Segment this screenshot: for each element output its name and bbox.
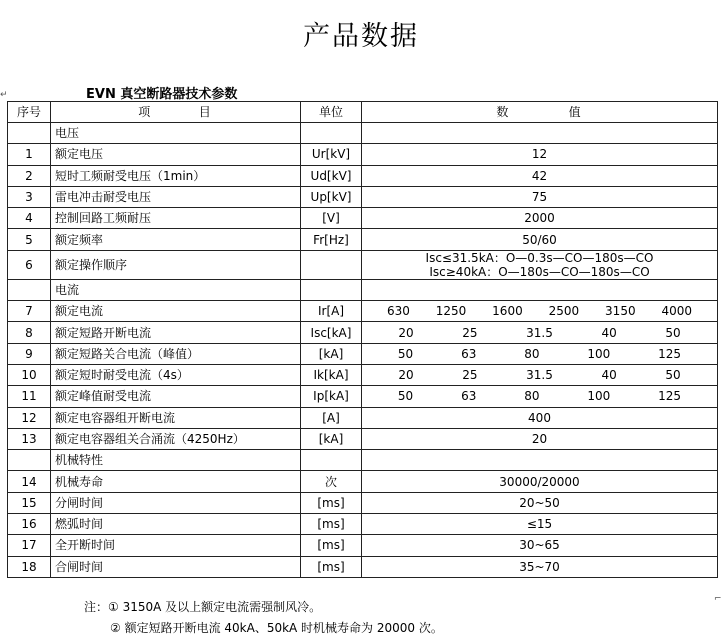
- row-index: 15: [8, 492, 51, 513]
- table-header-row: [8, 102, 718, 123]
- row-index: 3: [8, 186, 51, 207]
- row-index: 11: [8, 386, 51, 407]
- row-value: 20: [362, 428, 718, 449]
- value-item: 50: [397, 346, 414, 361]
- value-item: 63: [461, 389, 477, 404]
- row-value: 30000/20000: [362, 471, 718, 492]
- row-index: 5: [8, 229, 51, 250]
- row-item: 额定电压: [51, 144, 301, 165]
- section-title: 机械特性: [51, 450, 301, 471]
- row-item: 分闸时间: [51, 492, 301, 513]
- value-item: 50: [665, 325, 681, 340]
- row-unit: Ik[kA]: [301, 364, 362, 385]
- paragraph-mark-icon: ↵: [0, 90, 8, 100]
- note-1: 注：① 3150A 及以上额定电流需强制风冷。: [84, 600, 322, 614]
- section-unit-cell: [301, 123, 362, 144]
- value-item: 50: [397, 389, 414, 404]
- row-unit: [ms]: [301, 514, 362, 535]
- row-value: ≤15: [362, 514, 718, 535]
- header-item: 项 目: [51, 102, 301, 123]
- section-row: [8, 450, 718, 471]
- row-item: 额定频率: [51, 229, 301, 250]
- value-item: 4000: [661, 304, 693, 319]
- row-item: 短时工频耐受电压（1min）: [51, 165, 301, 186]
- value-item: 80: [524, 389, 540, 404]
- section-index-cell: [8, 123, 51, 144]
- row-item: 全开断时间: [51, 535, 301, 556]
- row-value: 75: [362, 186, 718, 207]
- row-item: 额定操作顺序: [51, 250, 301, 279]
- row-index: 8: [8, 322, 51, 343]
- table-row: [8, 322, 718, 343]
- value-item: 31.5: [526, 368, 553, 383]
- row-unit: Ud[kV]: [301, 165, 362, 186]
- value-item: 50: [665, 368, 681, 383]
- row-unit: Ip[kA]: [301, 386, 362, 407]
- spec-table: [7, 101, 718, 578]
- row-item: 雷电冲击耐受电压: [51, 186, 301, 207]
- row-item: 控制回路工频耐压: [51, 208, 301, 229]
- section-index-cell: [8, 279, 51, 300]
- value-item: 100: [587, 346, 611, 361]
- section-unit-cell: [301, 450, 362, 471]
- value-list: [366, 326, 713, 340]
- value-item: 1600: [492, 304, 523, 319]
- margin-marker-icon: ⌐: [714, 594, 722, 604]
- row-unit: [A]: [301, 407, 362, 428]
- table-row: [8, 364, 718, 385]
- value-line: Isc≤31.5kA：O—0.3s—CO—180s—CO: [425, 250, 654, 265]
- table-row: [8, 492, 718, 513]
- table-row: [8, 386, 718, 407]
- table-caption: EVN 真空断路器技术参数: [86, 87, 238, 102]
- row-index: 9: [8, 343, 51, 364]
- row-item: 燃弧时间: [51, 514, 301, 535]
- value-item: 125: [658, 389, 682, 404]
- row-value: [362, 386, 718, 407]
- section-title: 电流: [51, 279, 301, 300]
- row-unit: [ms]: [301, 535, 362, 556]
- value-item: 2500: [548, 304, 580, 319]
- section-index-cell: [8, 450, 51, 471]
- value-item: 40: [601, 325, 617, 340]
- row-value: [362, 250, 718, 279]
- row-unit: [kA]: [301, 428, 362, 449]
- value-item: 80: [524, 346, 540, 361]
- table-row: [8, 514, 718, 535]
- section-row: [8, 123, 718, 144]
- row-unit: Isc[kA]: [301, 322, 362, 343]
- row-item: 额定峰值耐受电流: [51, 386, 301, 407]
- table-row: [8, 186, 718, 207]
- header-index: 序号: [8, 102, 51, 123]
- row-item: 额定电容器组开断电流: [51, 407, 301, 428]
- value-item: 20: [398, 368, 414, 383]
- row-item: 机械寿命: [51, 471, 301, 492]
- table-row: [8, 165, 718, 186]
- row-value: [362, 301, 718, 322]
- row-value: 12: [362, 144, 718, 165]
- value-item: 63: [461, 346, 477, 361]
- section-value-cell: [362, 123, 718, 144]
- value-item: 25: [462, 325, 478, 340]
- row-unit: Fr[Hz]: [301, 229, 362, 250]
- row-item: 额定短路开断电流: [51, 322, 301, 343]
- row-value: 42: [362, 165, 718, 186]
- row-index: 14: [8, 471, 51, 492]
- section-title: 电压: [51, 123, 301, 144]
- table-row: [8, 407, 718, 428]
- row-value: 20~50: [362, 492, 718, 513]
- value-item: 125: [658, 346, 682, 361]
- row-item: 额定电容器组关合涌流（4250Hz）: [51, 428, 301, 449]
- page-title: 产品数据: [303, 21, 419, 52]
- section-row: [8, 279, 718, 300]
- row-unit: [301, 250, 362, 279]
- row-value: 50/60: [362, 229, 718, 250]
- row-unit: [kA]: [301, 343, 362, 364]
- section-unit-cell: [301, 279, 362, 300]
- row-value: [362, 322, 718, 343]
- value-line: Isc≥40kA：O—180s—CO—180s—CO: [429, 264, 650, 279]
- notes: [84, 597, 443, 639]
- value-list: [366, 368, 713, 382]
- row-value: 30~65: [362, 535, 718, 556]
- section-value-cell: [362, 279, 718, 300]
- row-value: 400: [362, 407, 718, 428]
- row-index: 4: [8, 208, 51, 229]
- row-value: 2000: [362, 208, 718, 229]
- row-item: 额定短路关合电流（峰值）: [51, 343, 301, 364]
- table-row: [8, 250, 718, 279]
- section-value-cell: [362, 450, 718, 471]
- value-item: 630: [386, 304, 410, 319]
- table-row: [8, 556, 718, 577]
- row-value: [362, 364, 718, 385]
- table-row: [8, 144, 718, 165]
- row-index: 6: [8, 250, 51, 279]
- row-index: 7: [8, 301, 51, 322]
- row-item: 额定电流: [51, 301, 301, 322]
- value-list: [366, 304, 713, 318]
- note-2: ② 额定短路开断电流 40kA、50kA 时机械寿命为 20000 次。: [110, 621, 443, 635]
- table-row: [8, 535, 718, 556]
- value-list: [366, 389, 713, 403]
- row-index: 12: [8, 407, 51, 428]
- row-value: [362, 343, 718, 364]
- value-item: 3150: [605, 304, 636, 319]
- row-unit: Ir[A]: [301, 301, 362, 322]
- row-unit: Up[kV]: [301, 186, 362, 207]
- table-row: [8, 428, 718, 449]
- row-index: 16: [8, 514, 51, 535]
- header-value: 数 值: [362, 102, 718, 123]
- row-unit: Ur[kV]: [301, 144, 362, 165]
- row-unit: [V]: [301, 208, 362, 229]
- row-index: 2: [8, 165, 51, 186]
- row-unit: [ms]: [301, 492, 362, 513]
- row-unit: 次: [301, 471, 362, 492]
- value-item: 25: [462, 368, 478, 383]
- row-item: 额定短时耐受电流（4s）: [51, 364, 301, 385]
- table-row: [8, 208, 718, 229]
- row-value: 35~70: [362, 556, 718, 577]
- row-index: 13: [8, 428, 51, 449]
- row-index: 17: [8, 535, 51, 556]
- row-index: 1: [8, 144, 51, 165]
- value-item: 100: [587, 389, 611, 404]
- row-item: 合闸时间: [51, 556, 301, 577]
- table-row: [8, 343, 718, 364]
- value-item: 1250: [435, 304, 467, 319]
- value-item: 31.5: [526, 325, 553, 340]
- value-item: 40: [601, 368, 617, 383]
- table-row: [8, 301, 718, 322]
- row-unit: [ms]: [301, 556, 362, 577]
- value-list: [366, 347, 713, 361]
- value-item: 20: [398, 325, 414, 340]
- row-index: 18: [8, 556, 51, 577]
- row-index: 10: [8, 364, 51, 385]
- table-row: [8, 229, 718, 250]
- header-unit: 单位: [301, 102, 362, 123]
- table-row: [8, 471, 718, 492]
